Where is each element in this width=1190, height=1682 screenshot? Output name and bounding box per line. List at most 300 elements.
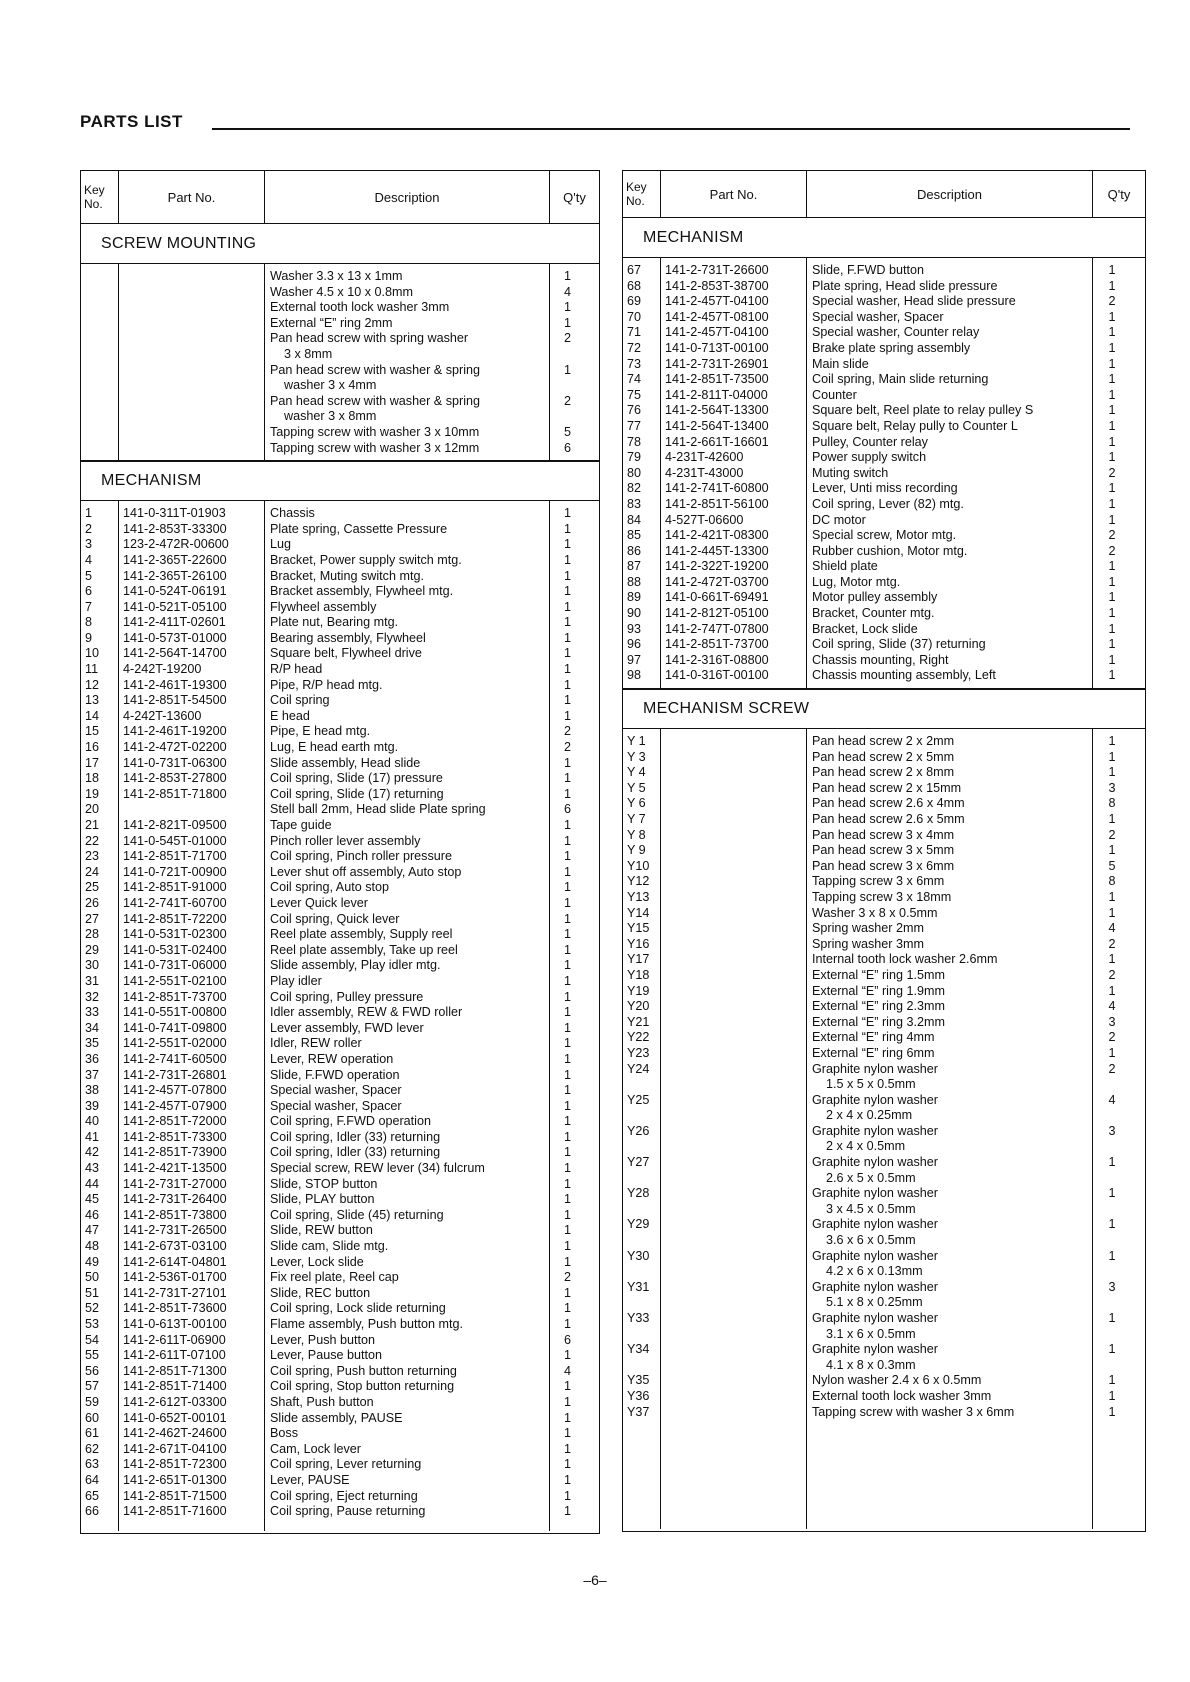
description-cell: Flywheel assembly <box>270 599 377 614</box>
part-no-cell: 123-2-472R-00600 <box>123 537 229 552</box>
qty-cell: 1 <box>563 1067 571 1082</box>
part-column <box>119 501 265 1531</box>
qty-cell <box>1093 1233 1131 1249</box>
description-cell: Reel plate assembly, Take up reel <box>270 942 458 957</box>
key-cell: 11 <box>85 662 99 677</box>
key-cell: 53 <box>85 1317 100 1331</box>
description-cell: Bracket, Counter mtg. <box>812 606 935 621</box>
description-cell: Square belt, Flywheel drive <box>270 646 422 661</box>
part-no-cell: 141-2-661T-16601 <box>665 434 769 449</box>
part-no-cell: 4-242T-19200 <box>123 662 202 677</box>
description-cell: Main slide <box>812 356 869 371</box>
qty-cell: 1 <box>563 1285 571 1300</box>
part-no-cell <box>123 394 264 410</box>
description-cell: washer 3 x 4mm <box>284 378 377 393</box>
description-cell: Coil spring <box>270 693 330 708</box>
description-cell: Pan head screw with spring washer <box>270 331 469 346</box>
qty-column <box>550 501 599 1531</box>
key-cell: Y23 <box>627 1045 650 1060</box>
section-rows <box>81 501 599 1531</box>
part-no-cell: 141-2-731T-26901 <box>665 356 769 371</box>
qty-cell: 1 <box>563 521 571 536</box>
qty-cell: 1 <box>563 315 571 330</box>
description-cell: External “E” ring 1.9mm <box>812 983 945 998</box>
qty-cell: 1 <box>1108 574 1116 589</box>
qty-cell: 1 <box>563 818 571 832</box>
description-cell: Pan head screw 2 x 2mm <box>812 734 955 749</box>
part-no-cell: 141-2-551T-02100 <box>123 973 227 988</box>
key-cell <box>85 425 118 441</box>
key-cell: Y28 <box>627 1186 650 1201</box>
key-cell: 1 <box>85 506 93 521</box>
qty-cell: 1 <box>1108 309 1116 324</box>
part-no-cell <box>665 734 806 750</box>
key-cell: 31 <box>85 973 100 988</box>
key-cell: 8 <box>85 615 93 630</box>
part-column <box>661 729 807 1529</box>
key-cell: 36 <box>85 1051 100 1066</box>
description-cell: Bracket, Lock slide <box>812 621 918 636</box>
key-cell: Y 7 <box>627 812 646 826</box>
key-cell: 27 <box>85 911 100 926</box>
description-cell: Washer 3.3 x 13 x 1mm <box>270 269 403 283</box>
key-cell: Y 4 <box>627 765 646 780</box>
qty-cell: 2 <box>1108 967 1116 982</box>
qty-cell: 6 <box>563 1332 571 1347</box>
key-cell <box>85 394 118 410</box>
key-cell: Y19 <box>627 983 650 998</box>
qty-cell: 1 <box>1108 590 1116 605</box>
page-title: PARTS LIST <box>80 112 183 131</box>
description-cell: Boss <box>270 1426 298 1441</box>
key-cell: 79 <box>627 450 642 465</box>
description-cell: 3 x 4.5 x 0.5mm <box>826 1201 916 1216</box>
description-cell: Coil spring, Slide (45) returning <box>270 1207 444 1222</box>
qty-cell: 1 <box>1108 668 1116 683</box>
description-cell: 4.1 x 8 x 0.3mm <box>826 1357 916 1372</box>
part-no-cell: 141-2-365T-22600 <box>123 552 227 567</box>
part-no-cell <box>665 1139 806 1155</box>
description-cell: Rubber cushion, Motor mtg. <box>812 543 968 558</box>
description-cell: 3 x 8mm <box>284 346 333 361</box>
description-cell: Spring washer 3mm <box>812 936 924 951</box>
key-cell: 34 <box>85 1020 100 1035</box>
part-no-cell: 141-2-564T-13400 <box>665 418 769 433</box>
qty-cell: 1 <box>563 771 571 786</box>
description-cell: Coil spring, Pulley pressure <box>270 989 424 1004</box>
description-cell: Pan head screw 3 x 4mm <box>812 827 955 842</box>
qty-cell: 1 <box>563 1317 571 1331</box>
part-no-cell: 141-2-851T-73700 <box>123 989 227 1004</box>
key-cell: 10 <box>85 646 100 661</box>
description-cell: Counter <box>812 387 857 402</box>
qty-cell: 2 <box>1108 294 1116 309</box>
key-cell: Y14 <box>627 905 650 920</box>
description-cell: Power supply switch <box>812 450 927 465</box>
key-cell: Y26 <box>627 1123 650 1138</box>
description-cell: Coil spring, Lever (82) mtg. <box>812 496 964 511</box>
qty-cell: 2 <box>563 740 571 755</box>
key-cell: 40 <box>85 1114 100 1129</box>
key-cell: Y21 <box>627 1014 650 1029</box>
key-cell: 32 <box>85 989 100 1004</box>
key-cell: 30 <box>85 958 100 973</box>
key-cell: 20 <box>85 802 100 817</box>
key-cell <box>627 1327 660 1343</box>
part-no-cell: 141-2-853T-33300 <box>123 521 227 536</box>
part-no-cell: 141-2-851T-71400 <box>123 1379 227 1394</box>
part-no-cell: 141-0-316T-00100 <box>665 668 769 683</box>
part-no-cell: 141-2-421T-13500 <box>123 1161 227 1176</box>
description-cell: Lever, Pause button <box>270 1348 383 1363</box>
qty-cell: 1 <box>563 677 571 692</box>
qty-cell: 2 <box>1108 465 1116 480</box>
part-no-cell: 141-2-741T-60500 <box>123 1051 227 1066</box>
key-cell: 75 <box>627 387 642 402</box>
description-cell: Slide assembly, Head slide <box>270 755 421 770</box>
description-cell: Graphite nylon washer <box>812 1186 939 1201</box>
qty-cell: 1 <box>563 362 571 377</box>
description-cell: Coil spring, Lock slide returning <box>270 1301 446 1316</box>
part-no-cell <box>665 1062 806 1078</box>
description-cell: Special washer, Counter relay <box>812 325 980 340</box>
qty-cell: 1 <box>563 1301 571 1316</box>
key-cell: 67 <box>627 263 642 277</box>
part-no-cell: 141-2-457T-07900 <box>123 1098 227 1113</box>
qty-cell: 4 <box>1108 921 1116 936</box>
header-key: Key No. <box>623 171 661 217</box>
header-description: Description <box>807 171 1093 217</box>
part-no-cell <box>123 269 264 285</box>
description-cell: Lug, E head earth mtg. <box>270 740 399 755</box>
key-cell: Y 9 <box>627 843 646 858</box>
qty-cell: 1 <box>563 849 571 864</box>
part-no-cell: 141-2-472T-02200 <box>123 740 227 755</box>
key-column <box>81 264 119 460</box>
part-no-cell: 141-2-821T-09500 <box>123 818 227 832</box>
qty-cell: 1 <box>563 630 571 645</box>
description-cell: Shaft, Push button <box>270 1394 374 1409</box>
part-no-cell: 141-2-851T-73800 <box>123 1207 227 1222</box>
key-cell: 96 <box>627 637 642 652</box>
description-cell: R/P head <box>270 662 323 677</box>
part-no-cell: 141-0-613T-00100 <box>123 1317 227 1331</box>
part-no-cell: 141-2-851T-71300 <box>123 1363 227 1378</box>
qty-cell: 1 <box>1108 983 1116 998</box>
key-cell: Y36 <box>627 1388 650 1403</box>
qty-cell: 1 <box>1108 812 1116 826</box>
part-no-cell: 141-2-812T-05100 <box>665 606 769 621</box>
key-cell: Y10 <box>627 858 650 873</box>
qty-cell: 1 <box>1108 403 1116 418</box>
description-cell: Idler assembly, REW & FWD roller <box>270 1005 463 1020</box>
qty-cell: 1 <box>563 584 571 599</box>
description-cell: 3.6 x 6 x 0.5mm <box>826 1233 916 1248</box>
qty-cell <box>1093 1171 1131 1187</box>
part-no-cell: 141-2-651T-01300 <box>123 1472 227 1487</box>
section-body-left <box>81 224 599 1531</box>
key-cell <box>85 316 118 332</box>
key-cell: 76 <box>627 403 642 418</box>
part-no-cell: 141-0-524T-06191 <box>123 584 227 599</box>
description-cell: Idler, REW roller <box>270 1036 362 1051</box>
qty-cell: 1 <box>563 1176 571 1191</box>
part-no-cell <box>123 378 264 394</box>
description-cell: Coil spring, Main slide returning <box>812 372 989 387</box>
part-no-cell <box>123 441 264 457</box>
part-no-cell <box>665 781 806 797</box>
key-cell: 86 <box>627 543 642 558</box>
part-no-cell: 141-2-365T-26100 <box>123 568 227 583</box>
qty-cell: 1 <box>563 833 571 848</box>
description-cell: Graphite nylon washer <box>812 1061 939 1076</box>
qty-cell: 1 <box>1108 1311 1116 1325</box>
key-cell <box>85 269 118 285</box>
key-cell: 3 <box>85 537 93 552</box>
part-no-cell <box>665 1249 806 1265</box>
part-no-cell <box>665 874 806 890</box>
part-no-cell: 141-2-741T-60800 <box>665 481 769 496</box>
description-cell: Graphite nylon washer <box>812 1342 939 1357</box>
part-no-cell: 141-2-457T-04100 <box>665 294 769 309</box>
part-no-cell <box>665 1233 806 1249</box>
description-cell: Spring washer 2mm <box>812 921 924 936</box>
part-column <box>661 258 807 688</box>
part-no-cell: 141-2-551T-02000 <box>123 1036 227 1051</box>
description-cell: External tooth lock washer 3mm <box>812 1388 992 1403</box>
qty-cell <box>550 378 585 394</box>
key-cell: 39 <box>85 1098 100 1113</box>
description-cell: Slide, REW button <box>270 1223 373 1238</box>
description-cell: Slide assembly, PAUSE <box>270 1410 403 1425</box>
qty-cell: 1 <box>1108 496 1116 511</box>
part-no-cell: 141-0-521T-05100 <box>123 599 227 614</box>
qty-cell <box>1093 1264 1131 1280</box>
part-no-cell <box>123 347 264 363</box>
qty-cell: 3 <box>1108 1014 1116 1029</box>
qty-cell: 1 <box>1108 1155 1116 1170</box>
part-no-cell: 141-2-411T-02601 <box>123 615 226 630</box>
key-cell: Y31 <box>627 1279 650 1294</box>
part-no-cell: 141-2-445T-13300 <box>665 543 769 558</box>
part-no-cell <box>665 968 806 984</box>
key-cell: Y 6 <box>627 796 646 811</box>
qty-cell: 1 <box>563 1051 571 1066</box>
description-cell: Coil spring, Slide (17) returning <box>270 786 444 801</box>
key-cell: 82 <box>627 481 642 496</box>
description-cell: Lever, REW operation <box>270 1051 394 1066</box>
qty-cell: 1 <box>563 958 571 973</box>
description-cell: External “E” ring 2.3mm <box>812 999 945 1014</box>
part-no-cell: 141-2-316T-08800 <box>665 652 769 667</box>
description-cell: Bracket, Power supply switch mtg. <box>270 552 462 567</box>
part-no-cell <box>665 952 806 968</box>
description-cell: Motor pulley assembly <box>812 590 938 605</box>
part-no-cell <box>665 937 806 953</box>
part-no-cell: 141-2-851T-73600 <box>123 1301 227 1316</box>
part-no-cell: 141-0-545T-01000 <box>123 833 227 848</box>
key-cell: Y17 <box>627 952 650 967</box>
key-cell: 13 <box>85 693 100 708</box>
part-no-cell <box>665 1030 806 1046</box>
qty-cell: 1 <box>563 786 571 801</box>
key-cell: Y 8 <box>627 827 646 842</box>
key-cell: 29 <box>85 942 100 957</box>
description-cell: Pipe, R/P head mtg. <box>270 677 383 692</box>
qty-cell: 3 <box>1108 780 1116 795</box>
key-cell: 74 <box>627 372 642 387</box>
description-cell: Coil spring, F.FWD operation <box>270 1114 431 1129</box>
key-cell <box>627 1295 660 1311</box>
part-no-cell: 141-0-721T-00900 <box>123 864 227 879</box>
header-key: Key No. <box>81 171 119 223</box>
description-cell: Flame assembly, Push button mtg. <box>270 1317 463 1331</box>
description-cell: Pulley, Counter relay <box>812 434 928 449</box>
qty-cell: 1 <box>563 1504 571 1519</box>
qty-cell: 1 <box>1108 1404 1116 1419</box>
part-no-cell: 141-2-564T-14700 <box>123 646 227 661</box>
key-cell <box>627 1233 660 1249</box>
qty-cell: 2 <box>563 393 571 408</box>
qty-cell: 1 <box>563 693 571 708</box>
part-no-cell: 141-2-851T-73300 <box>123 1129 227 1144</box>
qty-cell: 1 <box>563 880 571 895</box>
key-cell: 7 <box>85 599 93 614</box>
qty-cell: 1 <box>1108 1388 1116 1403</box>
part-no-cell <box>665 843 806 859</box>
description-cell: Cam, Lock lever <box>270 1441 361 1456</box>
part-no-cell <box>665 890 806 906</box>
qty-cell: 1 <box>563 1005 571 1020</box>
key-cell <box>85 363 118 379</box>
part-no-cell <box>123 425 264 441</box>
qty-cell: 1 <box>563 615 571 630</box>
key-cell: 45 <box>85 1192 100 1207</box>
part-no-cell: 141-2-671T-04100 <box>123 1441 227 1456</box>
part-no-cell <box>123 409 264 425</box>
key-cell: 9 <box>85 630 93 645</box>
part-no-cell <box>665 796 806 812</box>
part-no-cell <box>665 1280 806 1296</box>
part-no-cell: 141-2-851T-72000 <box>123 1114 227 1129</box>
description-cell: Coil spring, Lever returning <box>270 1457 422 1472</box>
description-cell: Coil spring, Slide (17) pressure <box>270 771 443 786</box>
qty-cell: 1 <box>1108 749 1116 764</box>
part-no-cell: 141-2-564T-13300 <box>665 403 769 418</box>
description-cell: Tapping screw with washer 3 x 10mm <box>270 424 480 439</box>
qty-cell: 1 <box>563 911 571 926</box>
qty-cell: 1 <box>563 1441 571 1456</box>
description-cell: Square belt, Relay pully to Counter L <box>812 418 1018 433</box>
description-cell: Coil spring, Idler (33) returning <box>270 1129 441 1144</box>
part-no-cell: 141-0-573T-01000 <box>123 630 227 645</box>
part-column <box>119 264 265 460</box>
key-cell: 57 <box>85 1379 100 1394</box>
description-cell: Pan head screw 2 x 15mm <box>812 780 962 795</box>
description-cell: 1.5 x 5 x 0.5mm <box>826 1077 916 1092</box>
qty-cell: 1 <box>1108 952 1116 967</box>
part-no-cell: 141-0-731T-06300 <box>123 755 227 770</box>
description-cell: Bearing assembly, Flywheel <box>270 630 426 645</box>
qty-cell: 1 <box>563 1223 571 1238</box>
part-no-cell: 141-2-851T-71500 <box>123 1488 227 1503</box>
description-cell: Tapping screw 3 x 18mm <box>812 889 952 904</box>
part-no-cell: 141-2-731T-26801 <box>123 1067 227 1082</box>
key-cell: 19 <box>85 786 100 801</box>
part-no-cell: 141-2-462T-24600 <box>123 1426 227 1441</box>
qty-cell: 1 <box>1108 418 1116 433</box>
qty-cell <box>1093 1358 1131 1374</box>
key-cell: 35 <box>85 1036 100 1051</box>
qty-cell: 1 <box>563 942 571 957</box>
qty-cell <box>1093 1295 1131 1311</box>
description-cell: Bracket assembly, Flywheel mtg. <box>270 584 454 599</box>
description-cell: Graphite nylon washer <box>812 1311 939 1325</box>
key-cell: 15 <box>85 724 100 739</box>
description-cell: Lever, Push button <box>270 1332 376 1347</box>
description-cell: Pan head screw 3 x 5mm <box>812 843 955 858</box>
description-cell: Internal tooth lock washer 2.6mm <box>812 952 998 967</box>
qty-cell: 1 <box>1108 889 1116 904</box>
key-cell: 87 <box>627 559 642 574</box>
description-cell: Shield plate <box>812 559 878 574</box>
qty-cell: 1 <box>563 1254 571 1269</box>
qty-cell: 1 <box>1108 1217 1116 1232</box>
key-cell: 73 <box>627 356 642 371</box>
qty-cell: 1 <box>1108 387 1116 402</box>
description-cell: Pan head screw with washer & spring <box>270 393 480 408</box>
description-cell: Special screw, Motor mtg. <box>812 528 957 543</box>
part-no-cell: 141-2-851T-71700 <box>123 849 227 864</box>
key-cell: 88 <box>627 574 642 589</box>
qty-cell: 1 <box>1108 1186 1116 1201</box>
description-cell: Pan head screw 3 x 6mm <box>812 858 955 873</box>
description-cell: Graphite nylon washer <box>812 1155 939 1170</box>
description-cell: Lever, Lock slide <box>270 1254 364 1269</box>
key-cell: Y25 <box>627 1092 650 1107</box>
qty-cell <box>1093 1139 1131 1155</box>
key-cell: 52 <box>85 1301 100 1316</box>
key-cell: Y20 <box>627 999 650 1014</box>
section-rows <box>623 729 1145 1529</box>
part-no-cell <box>665 921 806 937</box>
description-cell: Graphite nylon washer <box>812 1248 939 1263</box>
header-part-no: Part No. <box>661 171 807 217</box>
part-no-cell: 141-2-673T-03100 <box>123 1239 227 1254</box>
description-cell: Coil spring, Stop button returning <box>270 1379 455 1394</box>
key-cell: 80 <box>627 465 642 480</box>
description-cell: Play idler <box>270 973 322 988</box>
key-cell: 49 <box>85 1254 100 1269</box>
key-cell: 21 <box>85 818 100 832</box>
qty-cell: 1 <box>563 973 571 988</box>
part-no-cell: 141-2-536T-01700 <box>123 1270 227 1285</box>
part-no-cell: 4-527T-06600 <box>665 512 744 527</box>
key-cell <box>85 331 118 347</box>
part-no-cell <box>665 1015 806 1031</box>
part-no-cell: 141-2-611T-07100 <box>123 1348 226 1363</box>
key-cell: Y27 <box>627 1155 650 1170</box>
qty-cell: 2 <box>1108 827 1116 842</box>
qty-cell: 1 <box>563 1472 571 1487</box>
qty-cell: 1 <box>563 1036 571 1051</box>
description-cell: Coil spring, Pinch roller pressure <box>270 849 452 864</box>
key-cell: 90 <box>627 606 642 621</box>
part-no-cell <box>665 1186 806 1202</box>
part-no-cell: 141-2-851T-56100 <box>665 496 769 511</box>
description-cell: Slide cam, Slide mtg. <box>270 1239 389 1254</box>
description-cell: Nylon washer 2.4 x 6 x 0.5mm <box>812 1373 982 1388</box>
